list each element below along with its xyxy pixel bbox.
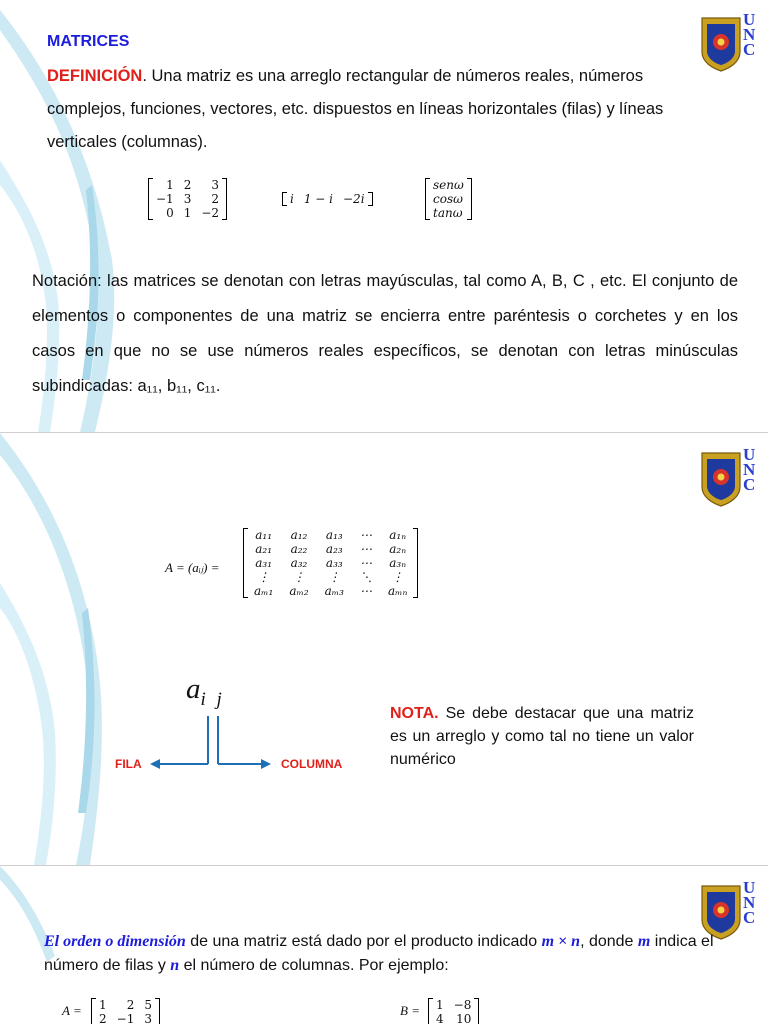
matrix-cell: 3 [183, 192, 192, 206]
unc-letters [743, 12, 755, 57]
matrix-cell: ⋮ [292, 570, 305, 584]
matrix-cell: 10 [456, 1012, 472, 1024]
matrix-cell: ⋯ [359, 556, 372, 570]
matrix-cell: a₃ₙ [389, 556, 407, 570]
general-matrix [243, 528, 418, 598]
m-symbol: m [637, 933, 651, 950]
unc-letters [743, 447, 755, 492]
matrix-cell: 2 [126, 998, 135, 1012]
orden-text: el número de columnas. Por ejemplo: [179, 957, 449, 974]
matrix-cell: a₂₁ [255, 542, 273, 556]
unc-shield-icon [700, 451, 742, 507]
matrix-cell: ⋱ [359, 570, 372, 584]
matrix-a [91, 998, 160, 1024]
matrix-cell: 1 [436, 998, 444, 1012]
matrix-cell: ⋮ [328, 570, 341, 584]
fila-columna-arrows [145, 713, 275, 773]
matrix-cell: 5 [144, 998, 152, 1012]
nota-label: NOTA. [390, 705, 439, 722]
matrix-cell: a₃₃ [325, 556, 343, 570]
matrix-cell: a₂₂ [290, 542, 308, 556]
matrix-cell: ⋯ [359, 584, 372, 598]
matrix-cell: a₁₁ [255, 528, 273, 542]
matrix-cell: 3 [211, 178, 220, 192]
matrix-cell: a₁ₙ [389, 528, 407, 542]
nota-text: Se debe destacar que una matriz es un arreglo y como tal no tiene un valor numérico [390, 705, 694, 768]
matrix-cell: −1 [156, 192, 174, 206]
definition-paragraph [47, 60, 677, 159]
matrix-cell: ⋯ [359, 542, 372, 556]
orden-text: indica el número de filas y [44, 933, 714, 974]
matrix-cell: senω [433, 178, 464, 192]
unc-letters [743, 880, 755, 925]
logo-letter-u: U [743, 878, 756, 897]
definition-text: . Una matriz es una arreglo rectangular de números reales, números complejos, funciones, vectores, etc. dispuestos en líneas horizontales (filas) y líneas verticales (columnas). [47, 67, 664, 151]
slide-definicion [0, 0, 768, 432]
matrix-cell: 0 [166, 206, 174, 220]
logo-letter-n: N [743, 460, 756, 479]
orden-text: , donde [580, 933, 638, 950]
fila-label: FILA [115, 757, 142, 771]
matrix-cell: −2 [201, 206, 220, 220]
matrix-cell: aₘₙ [387, 584, 408, 598]
logo-letter-u: U [743, 445, 756, 464]
decorative-swoosh [0, 433, 140, 865]
matrix-cell: a₂ₙ [389, 542, 407, 556]
general-matrix-table [246, 528, 415, 598]
matrix-cell: 1 [99, 998, 107, 1012]
matrix-cell: 3 [144, 1012, 152, 1024]
matrix-cell: 1 [166, 178, 174, 192]
matrix-cell: aₘ₃ [324, 584, 344, 598]
matrix-cell: aₘ₁ [254, 584, 274, 598]
aij-base: a [186, 673, 201, 705]
example-column-matrix [425, 178, 472, 220]
matrix-b [428, 998, 479, 1024]
general-matrix-lhs: A = (aᵢⱼ) = [165, 560, 220, 575]
matrix-b-label: B = [400, 1003, 420, 1018]
logo-letter-n: N [743, 893, 756, 912]
matrix-cell: 4 [436, 1012, 444, 1024]
notation-paragraph [32, 264, 738, 404]
slide-notacion-general [0, 433, 768, 865]
matrix-cell: −1 [116, 1012, 135, 1024]
orden-text: de una matriz está dado por el producto indicado [185, 933, 542, 950]
logo-letter-c: C [743, 908, 756, 927]
matrix-cell: tanω [433, 206, 463, 220]
columna-label: COLUMNA [281, 757, 343, 771]
matrix-cell: −2i [343, 192, 365, 206]
matrix-cell: aₘ₂ [289, 584, 309, 598]
matrix-cell: a₂₃ [325, 542, 343, 556]
matrix-cell: 2 [99, 1012, 107, 1024]
unc-logo [700, 445, 768, 509]
title-text: MATRICES [47, 33, 130, 50]
matrix-cell: ⋮ [391, 570, 404, 584]
orden-label: El orden o dimensión [44, 933, 186, 950]
nota-paragraph [390, 702, 694, 771]
m-by-n: m × n [541, 933, 581, 950]
matrix-cell: a₃₁ [255, 556, 273, 570]
orden-paragraph [44, 930, 714, 978]
matrix-cell: ⋯ [359, 528, 372, 542]
matrix-cell: a₃₂ [290, 556, 308, 570]
logo-letter-c: C [743, 475, 756, 494]
matrix-cell: 1 [183, 206, 192, 220]
n-symbol: n [170, 957, 180, 974]
logo-letter-c: C [743, 40, 756, 59]
unc-shield-icon [700, 16, 742, 72]
unc-logo [700, 10, 768, 74]
matrix-a-label: A = [62, 1003, 82, 1018]
slide-orden [0, 866, 768, 1024]
logo-letter-n: N [743, 25, 756, 44]
matrix-cell: cosω [433, 192, 463, 206]
matrix-cell: 2 [183, 178, 192, 192]
logo-letter-u: U [743, 10, 756, 29]
matrix-cell: −8 [453, 998, 472, 1012]
matrix-cell: 1 − i [303, 192, 333, 206]
example-row-matrix [282, 192, 373, 206]
aij-symbol [186, 673, 225, 711]
matrix-cell: 2 [211, 192, 220, 206]
definition-label: DEFINICIÓN [47, 67, 143, 85]
notation-text: Notación: las matrices se denotan con letras mayúsculas, tal como A, B, C , etc. El conjunto de elementos o componentes de una matriz se encierra entre paréntesis o corchetes y en los casos en que no se use números reales específicos, se denotan con letras minúsculas subindicadas: a₁₁, b₁₁, c₁₁. [32, 272, 738, 395]
matrix-cell: a₁₃ [325, 528, 343, 542]
matrix-cell: a₁₂ [290, 528, 308, 542]
aij-subscript: i j [200, 688, 225, 710]
page-title [47, 25, 129, 59]
matrix-cell: ⋮ [257, 570, 270, 584]
example-matrix-3x3 [148, 178, 227, 220]
matrix-cell: i [290, 192, 294, 206]
